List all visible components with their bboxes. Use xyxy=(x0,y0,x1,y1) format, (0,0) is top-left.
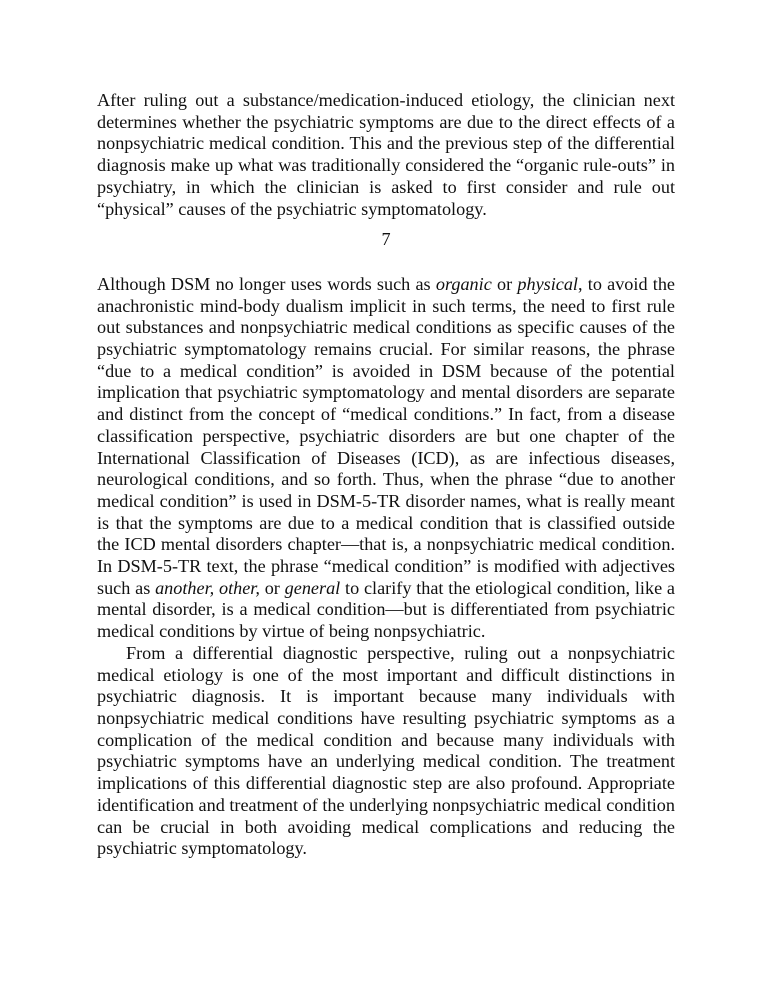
emphasis-organic: organic xyxy=(435,273,492,294)
paragraph-2 xyxy=(97,274,675,643)
emphasis-general: general xyxy=(284,577,341,598)
paragraph-2-text-4: or xyxy=(259,577,285,598)
document-page xyxy=(97,90,675,860)
paragraph-2-text-2: or xyxy=(491,273,518,294)
emphasis-another-other: another, other, xyxy=(155,577,260,598)
emphasis-physical: physical xyxy=(517,273,578,294)
page-number: 7 xyxy=(381,229,391,250)
paragraph-2-text-3: , to avoid the anachronistic mind-body dualism implicit in such terms, the need to first rule out substances and nonpsychiatric medical conditions as specific causes of the psychiatric symptomatology remains crucial. For similar reasons, the phrase “due to a medical condition” is avoided in DSM because of the potential implication that psychiatric symptomatology and mental disorders are separate and distinct from the concept of “medical conditions.” In fact, from a disease classification perspective, psychiatric disorders are but one chapter of the International Classification of Diseases (ICD), as are infectious diseases, neurological conditions, and so forth. Thus, when the phrase “due to another medical condition” is used in DSM-5-TR disorder names, what is really meant is that the symptoms are due to a medical condition that is classified outside the ICD mental disorders chapter—that is, a nonpsychiatric medical condition. In DSM-5-TR text, the phrase “medical condition” is modified with adjectives such as xyxy=(97,273,675,598)
paragraph-3: From a differential diagnostic perspective, ruling out a nonpsychiatric medical etiology is one of the most important and difficult distinctions in psychiatric diagnosis. It is important because many individuals with nonpsychiatric medical conditions have resulting psychiatric symptoms as a complication of the medical condition and because many individuals with psychiatric symptoms have an underlying medical condition. The treatment implications of this differential diagnostic step are also profound. Appropriate identification and treatment of the underlying nonpsychiatric medical condition can be crucial in both avoiding medical complications and reducing the psychiatric symptomatology. xyxy=(97,642,675,859)
paragraph-2-text-5: to clarify that the etiological condition, like a mental disorder, is a medical condition—but is differentiated from psychiatric medical conditions by virtue of being nonpsychiatric. xyxy=(97,577,676,642)
paragraph-2-text-1: Although DSM no longer uses words such as xyxy=(97,273,436,294)
paragraph-1: After ruling out a substance/medication-induced etiology, the clinician next determines whether the psychiatric symptoms are due to the direct effects of a nonpsychiatric medical condition. This and the previous step of the differential diagnosis make up what was traditionally considered the “organic rule-outs” in psychiatry, in which the clinician is asked to first consider and rule out “physical” causes of the psychiatric symptomatology. xyxy=(97,90,675,219)
